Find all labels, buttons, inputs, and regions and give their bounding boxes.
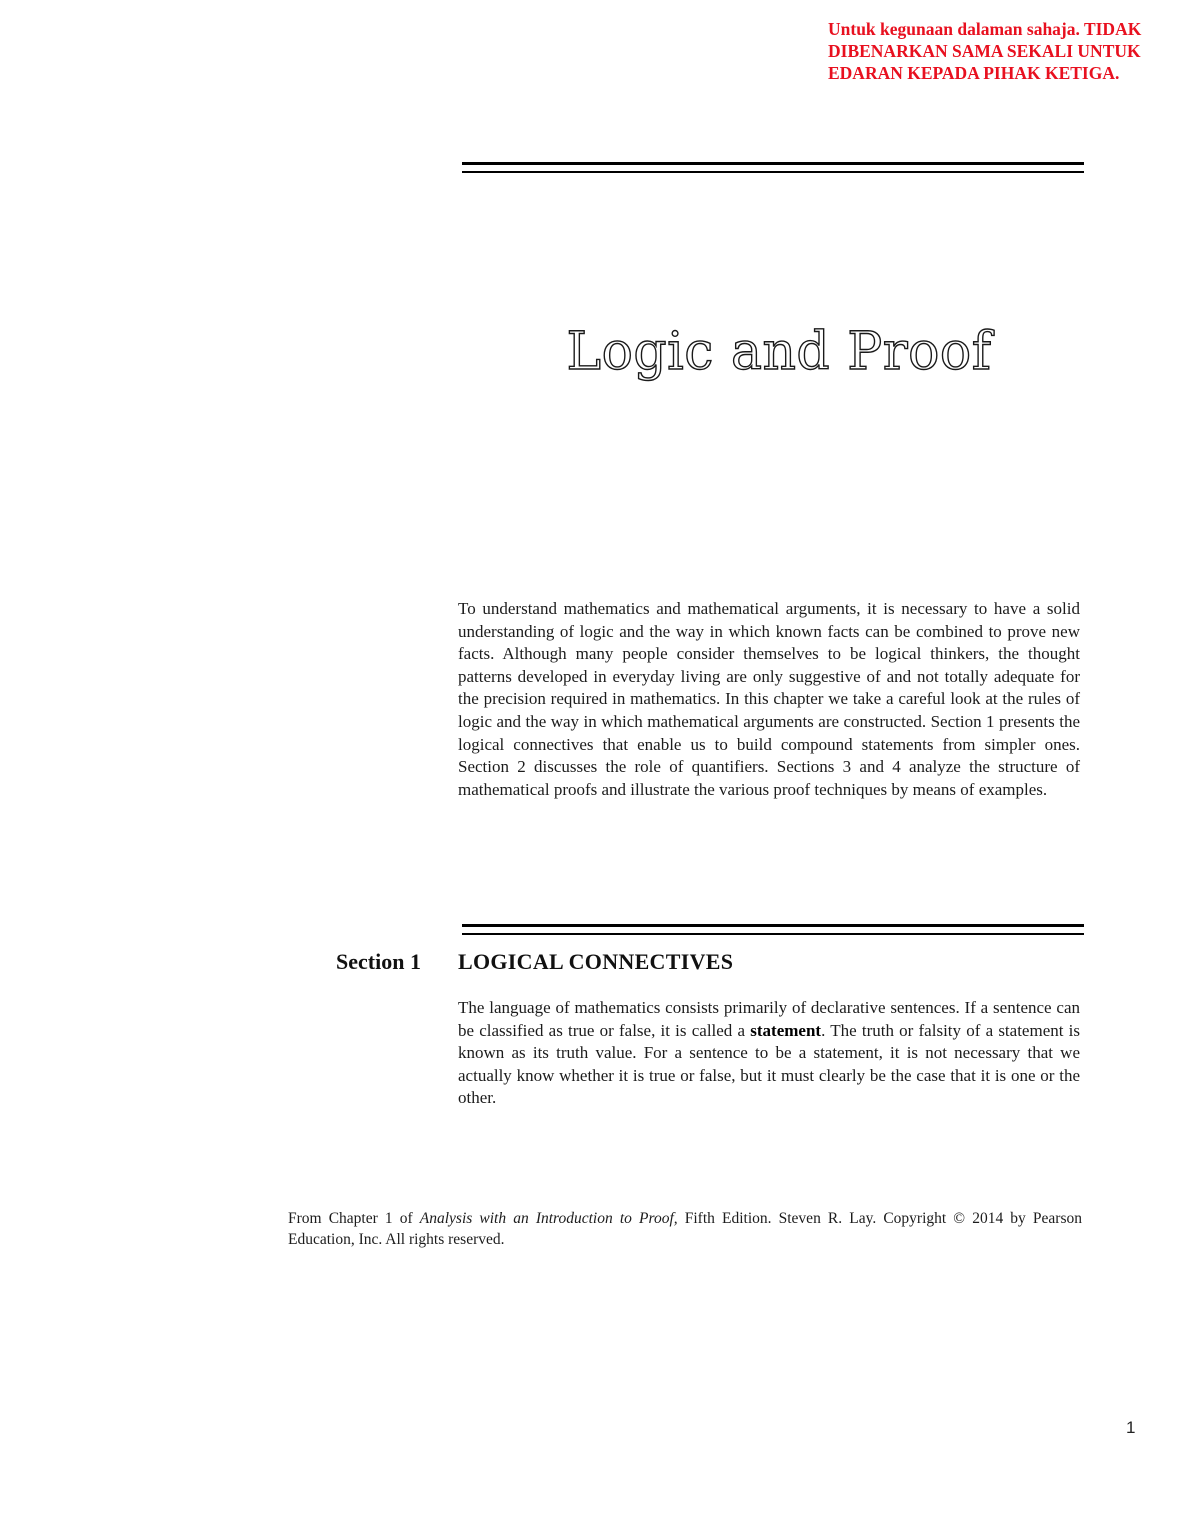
notice-line-1: Untuk kegunaan dalaman sahaja. TIDAK	[828, 19, 1142, 39]
notice-line-2: DIBENARKAN SAMA SEKALI UNTUK	[828, 41, 1141, 61]
section-number: Section 1	[336, 949, 421, 974]
section-body-start: The language of mathematics consists primarily of declarative sentences. If a sentence can be classified as true or false, it is called a	[458, 998, 1080, 1040]
source-credit	[288, 1208, 1082, 1250]
distribution-notice	[828, 18, 1168, 84]
top-double-rule	[462, 162, 1084, 173]
defined-term: statement	[750, 1020, 822, 1040]
page-number: 1	[1126, 1418, 1136, 1437]
source-book-title: Analysis with an Introduction to Proof,	[419, 1210, 678, 1227]
section-body-paragraph	[458, 997, 1080, 1110]
section-double-rule	[462, 924, 1084, 935]
chapter-intro-paragraph: To understand mathematics and mathematical arguments, it is necessary to have a solid understanding of logic and the way in which known facts can be combined to prove new facts. Although many people consider themselves to be logical thinkers, the thought patterns developed in everyday living are only suggestive of and not totally adequate for the precision required in mathematics. In this chapter we take a careful look at the rules of logic and the way in which mathematical arguments are constructed. Section 1 presents the logical connectives that enable us to build compound statements from simpler ones. Section 2 discusses the role of quantifiers. Sections 3 and 4 analyze the structure of mathematical proofs and illustrate the various proof techniques by means of examples.	[458, 599, 1080, 799]
notice-line-3: EDARAN KEPADA PIHAK KETIGA.	[828, 63, 1120, 83]
source-suffix: Fifth Edition. Steven R. Lay. Copyright © 2014 by Pearson Education, Inc. All rights reserved.	[288, 1210, 1082, 1248]
section-heading: LOGICAL CONNECTIVES	[458, 949, 734, 974]
chapter-title: Logic and Proof	[566, 322, 992, 382]
section-body-end: . The truth or falsity of a statement is known as its truth value. For a sentence to be a statement, it is not necessary that we actually know whether it is true or false, but it must clearly be the case that it is one or the other.	[458, 1020, 1081, 1108]
source-prefix: From Chapter 1 of	[288, 1210, 420, 1227]
